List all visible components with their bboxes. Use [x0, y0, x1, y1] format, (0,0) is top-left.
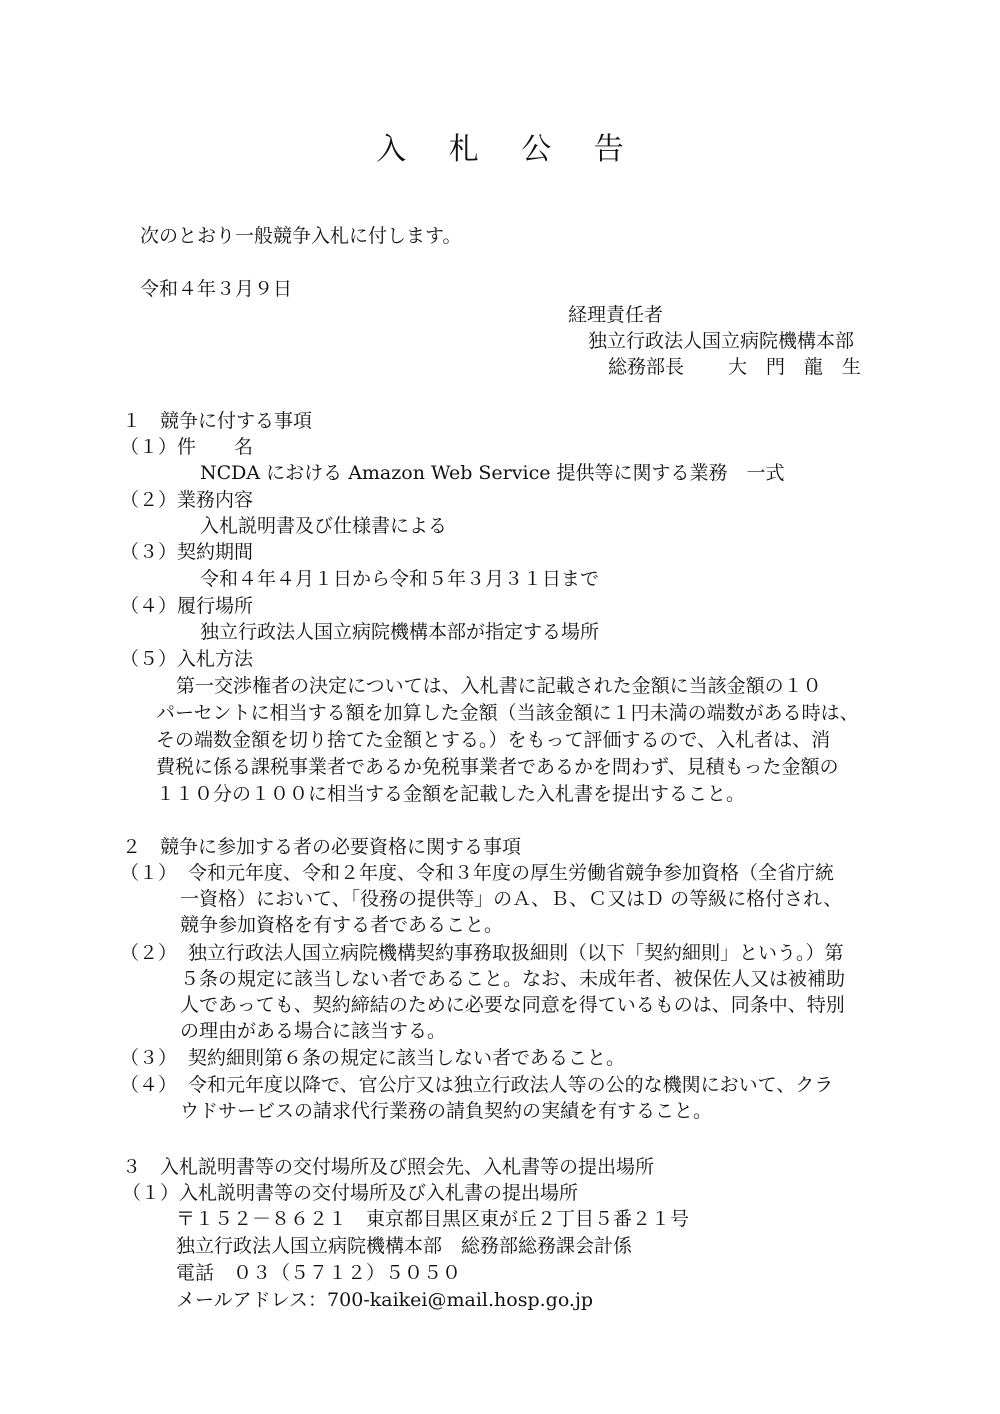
section2-item2-line4: の理由がある場合に該当する。	[180, 1020, 447, 1042]
section2-item3-label: （３）	[120, 1047, 178, 1069]
issuer-position: 総務部長	[608, 356, 685, 378]
section1-item3-label: （３）契約期間	[120, 541, 254, 563]
notice-date: 令和４年３月９日	[140, 278, 293, 300]
section1-item4-body: 独立行政法人国立病院機構本部が指定する場所	[200, 621, 600, 643]
section1-item3-body: 令和４年４月１日から令和５年３月３１日まで	[200, 568, 600, 590]
section1-heading: １ 競争に付する事項	[122, 410, 313, 432]
section1-item1-label: （１）件 名	[120, 436, 254, 458]
section2-item2-line1: 独立行政法人国立病院機構契約事務取扱細則（以下「契約細則」という。）第	[188, 942, 844, 964]
section3-heading: ３ 入札説明書等の交付場所及び照会先、入札書等の提出場所	[122, 1156, 655, 1178]
section2-item1-line3: 競争参加資格を有する者であること。	[180, 914, 504, 936]
section3-email: メールアドレス：700-kaikei@mail.hosp.go.jp	[176, 1289, 594, 1311]
issuer-name: 大 門 龍 生	[728, 356, 862, 378]
section1-item5-line1: 第一交渉権者の決定については、入札書に記載された金額に当該金額の１０	[176, 675, 822, 697]
section2-item2-line3: 人であっても、契約締結のために必要な同意を得ているものは、同条中、特別	[180, 994, 845, 1016]
section2-heading: ２ 競争に参加する者の必要資格に関する事項	[122, 836, 522, 858]
intro-text: 次のとおり一般競争入札に付します。	[140, 225, 462, 247]
section3-department: 独立行政法人国立病院機構本部 総務部総務課会計係	[176, 1235, 633, 1257]
section1-item5-line2: パーセントに相当する額を加算した金額（当該金額に１円未満の端数がある時は、	[156, 702, 859, 724]
section2-item1-label: （１）	[120, 862, 178, 884]
section1-item2-body: 入札説明書及び仕様書による	[200, 515, 448, 537]
section2-item1-line2: 一資格）において、「役務の提供等」のＡ、Ｂ、Ｃ又はＤ の等級に格付され、	[180, 888, 843, 910]
document-title: 入 札 公 告	[376, 132, 641, 167]
section1-item5-line4: 費税に係る課税事業者であるか免税事業者であるかを問わず、見積もった金額の	[156, 756, 839, 778]
section3-phone: 電話 ０３（５７１２）５０５０	[176, 1262, 462, 1284]
section1-item5-line5: １１０分の１００に相当する金額を記載した入札書を提出すること。	[156, 783, 746, 805]
section1-item1-body: NCDA における Amazon Web Service 提供等に関する業務 一式	[200, 462, 785, 484]
issuer-organization: 独立行政法人国立病院機構本部	[588, 330, 855, 352]
section2-item4-label: （４）	[120, 1074, 178, 1096]
section1-item4-label: （４）履行場所	[120, 595, 254, 617]
section2-item2-label: （２）	[120, 942, 178, 964]
issuer-role: 経理責任者	[568, 304, 664, 326]
section2-item1-line1: 令和元年度、令和２年度、令和３年度の厚生労働省競争参加資格（全省庁統	[188, 862, 835, 884]
section2-item4-line2: ウドサービスの請求代行業務の請負契約の実績を有すること。	[180, 1100, 713, 1122]
section1-item5-label: （５）入札方法	[120, 648, 254, 670]
section2-item4-line1: 令和元年度以降で、官公庁又は独立行政法人等の公的な機関において、クラ	[188, 1074, 834, 1096]
section3-item1-label: （１）入札説明書等の交付場所及び入札書の提出場所	[122, 1182, 579, 1204]
section3-address: 〒１５２－８６２１ 東京都目黒区東が丘２丁目５番２１号	[176, 1208, 690, 1230]
section2-item2-line2: ５条の規定に該当しない者であること。なお、未成年者、被保佐人又は被補助	[180, 968, 846, 990]
section1-item2-label: （２）業務内容	[120, 489, 254, 511]
section1-item5-line3: その端数金額を切り捨てた金額とする。）をもって評価するので、入札者は、消	[156, 729, 831, 751]
section2-item3-line1: 契約細則第６条の規定に該当しない者であること。	[188, 1047, 626, 1069]
